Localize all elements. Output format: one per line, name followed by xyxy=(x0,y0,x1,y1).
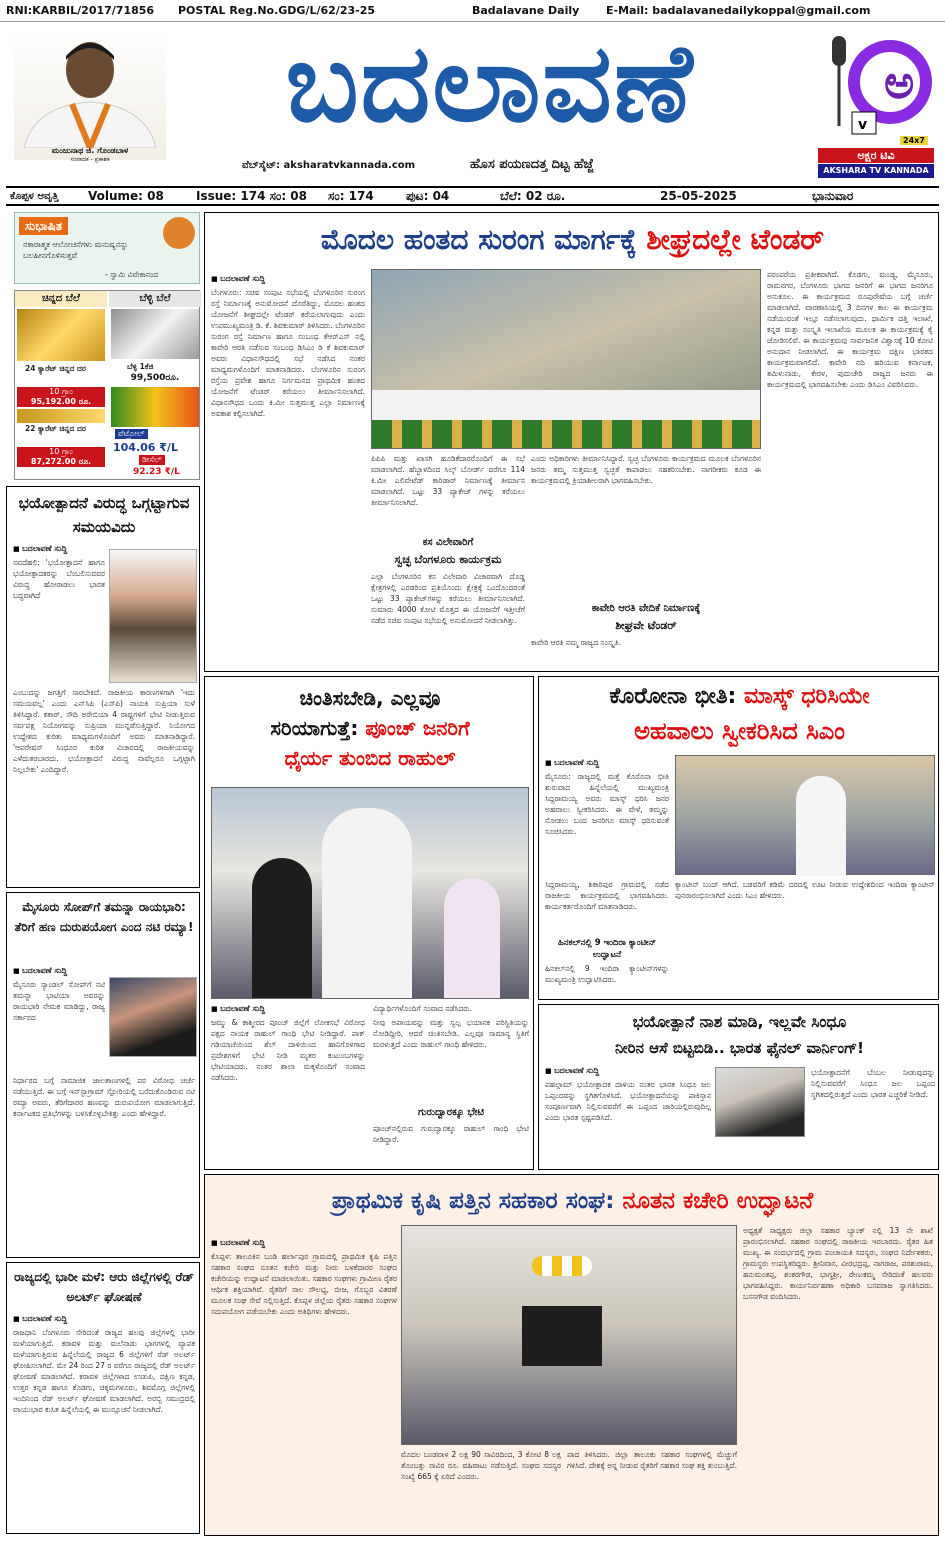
editor-portrait-icon xyxy=(14,28,166,148)
terror-story xyxy=(538,1004,939,1170)
tagline: ಹೊಸ ಪಯಣದತ್ತ ದಿಟ್ಟ ಹೆಜ್ಜೆ xyxy=(470,157,594,172)
subhashita-heading: ಸುಭಾಷಿತ xyxy=(19,217,68,235)
krishi-headline-blue: ಪ್ರಾಥಮಿಕ ಕೃಷಿ ಪತ್ತಿನ ಸಹಕಾರ ಸಂಘ: xyxy=(331,1188,615,1214)
lead-col3b: ಕಾವೇರಿ ಆರತಿ ನಮ್ಮ ರಾಜ್ಯದ ಸಂಸ್ಕೃತಿ. xyxy=(531,638,621,647)
issue-bar xyxy=(6,186,939,206)
left-story3-byline: ■ ಬದಲಾವಣೆ ಸುದ್ದಿ xyxy=(13,1313,67,1325)
terror-photo xyxy=(715,1067,805,1137)
lead-col2: ಪಿಪಿಪಿ ಮತ್ತು ಖಾಸಗಿ ಹೂಡಿಕೆದಾರರೊಂದಿಗೆ ಈ ಸಭೆ ಮಾಡಲಾಗಿದೆ. ಹೆಬ್ಬಾಳದಿಂದ ಸಿಲ್ಕ್ ಬೋರ್ಡ್ ವರೆಗೂ 114 ಕಿ.ಮೀ ಎಲಿವೇಟೆಡ್ ಕಾರಿಡಾರ್ ನಿರ್ಮಾಣಕ್ಕೆ ತೀರ್ಮಾನ ಮಾಡಲಾಗಿದೆ. ಒಟ್ಟು 33 ಪ್ಯಾಕೇಜ್ ಗಳನ್ನು ಕರೆಯಲು ತೀರ್ಮಾನಿಸಲಾಗಿದೆ. xyxy=(371,454,525,507)
flower-pots xyxy=(372,420,760,448)
lead-sub2: ಕಾವೇರಿ ಆರತಿ ವೇದಿಕೆ ನಿರ್ಮಾಣಕ್ಕೆ xyxy=(591,603,701,614)
lead-sub2b: ಶೀಘ್ರವೇ ಟೆಂಡರ್ xyxy=(615,619,677,632)
rahul-caption-right: ವಿದ್ಯಾರ್ಥಿಗಳೊಂದಿಗೆ ಸಂವಾದ ನಡೆಸಿದರು. xyxy=(373,1004,473,1013)
paper-name-en: Badalavane Daily xyxy=(472,4,580,17)
microphone-icon xyxy=(818,26,934,136)
corona-sub: ಹಿನಕಲ್‌ನಲ್ಲಿ 9 ಇಂದಿರಾ ಕ್ಯಾಂಟೀನ್ ಉದ್ಘಾಟನೆ xyxy=(557,938,657,960)
rahul-headline-line2b: ಪೂಂಚ್ ಜನರಿಗೆ xyxy=(365,716,470,740)
corona-story xyxy=(538,676,939,1000)
rahul-story xyxy=(204,676,534,1170)
silver-qty: ಬೆಳ್ಳಿ 1ಕೆಜಿ xyxy=(127,362,154,371)
krishi-photo xyxy=(401,1225,737,1445)
balloons xyxy=(532,1256,592,1276)
silver-price: 99,500ರೂ. xyxy=(130,373,180,383)
corona-headline-line1 xyxy=(543,681,936,713)
issue-date: 25-05-2025 xyxy=(660,189,737,203)
subhashita-author: - ಸ್ವಾಮಿ ವಿವೇಕಾನಂದ xyxy=(105,270,159,279)
left-story1-title: ಭಯೋತ್ಪಾದನೆ ವಿರುದ್ಧ ಒಗ್ಗಟ್ಟಾಗುವ ಸಮಯವಿದು xyxy=(18,494,190,536)
gold22-price: 87,272.00 ರೂ. xyxy=(17,457,105,467)
petrol-price: 104.06 ₹/L xyxy=(113,441,178,454)
corona-col2b: ಹಿನಕಲ್‌ನಲ್ಲಿ 9 ಇಂದಿರಾ ಕ್ಯಾಂಟೀನ್‌ಗಳನ್ನು ಮುಖ್ಯಮಂತ್ರಿ ಉದ್ಘಾಟಿಸಿದರು. xyxy=(545,964,669,984)
rni-number: RNI:KARBIL/2017/71856 xyxy=(6,4,155,17)
volume: Volume: 08 xyxy=(88,189,164,203)
tv-name-kn: ಅಕ್ಷರ ಟಿವಿ xyxy=(818,148,934,163)
left-story-tamanna xyxy=(6,892,200,1258)
gold24-qty: 10 ಗ್ರಾಂ xyxy=(17,387,105,397)
gold24-price: 95,192.00 ರೂ. xyxy=(17,397,105,407)
corona-photo xyxy=(675,755,935,875)
left-story-rain xyxy=(6,1262,200,1534)
krishi-col2: ಮೊದಲ ಬಂಡವಾಳ 2 ಲಕ್ಷ 90 ಸಾವಿರದಿಂದ, 3 ಕೋಟಿ 8 ಲಕ್ಷ ತೊಂಬತ್ತು ಸಾವಿರ ರೂ. ವಹಿವಾಟು ನಡೆಸುತ್ತಿದೆ. ಸಂಘದ ಸದಸ್ಯರ ಸಂಖ್ಯೆ 665 ಕ್ಕೆ ಏರಿದೆ ಎಂದರು. xyxy=(401,1450,561,1481)
left-story1-byline: ■ ಬದಲಾವಣೆ ಸುದ್ದಿ xyxy=(13,543,67,555)
left-story2-text-a: ಮೈಸೂರು ಸ್ಯಾಂಡಲ್ ಸೋಪ್‌ಗೆ ನಟಿ ತಮನ್ನಾ ಭಾಟಿಯಾ ಅವರನ್ನು ರಾಯಭಾರಿ ನೇಮಕ ಮಾಡಿದ್ದು, ರಾಜ್ಯ ಸರ್ಕಾರದ xyxy=(13,980,105,1022)
gold-coins-image xyxy=(17,409,105,423)
krishi-col3: ಅಧ್ಯಕ್ಷತೆ ಸಾಧ್ಯಕ್ಷರು ಜಿಲ್ಲಾ ಸಹಕಾರ ಬ್ಯಾಂಕ್ ನಲ್ಲಿ 13 ನೇ ಶಾಖೆ ಪ್ರಾರಂಭಿಸಲಾಗಿದೆ. ಸಹಕಾರ ಸಂಘದಲ್ಲಿ ರಾಜಕೀಯ ಇರಬಾರದು. ರೈತರ ಹಿತ ಮುಖ್ಯ. ಈ ಸಂದರ್ಭದಲ್ಲಿ ಗ್ರಾಮ ಪಂಚಾಯತಿ ಸದಸ್ಯರು, ಸಂಘದ ನಿರ್ದೇಶಕರು, ಗ್ರಾಮಸ್ಥರು ಉಪಸ್ಥಿತರಿದ್ದರು. ಶ್ರೀನಿವಾಸ, ವೀರಭದ್ರಪ್ಪ, ನಾಗರಾಜ, ಪರಶುರಾಮ, ಹನುಮಂತಪ್ಪ, ಶಂಕರಗೌಡ, ಭಾಗ್ಯಶ್ರೀ, ರೇಣುಕಮ್ಮ ಸೇರಿದಂತೆ ಹಲವರು ಭಾಗವಹಿಸಿದ್ದರು. ಕಾರ್ಯನಿರ್ವಹಣಾ ಅಧಿಕಾರಿ ಬಸವರಾಜ ಸ್ವಾಗತಿಸಿದರು. ಬಸನಗೌಡ ವಂದಿಸಿದರು. xyxy=(743,1226,933,1301)
issue-number: Issue: 174 ಸಂ: 08 xyxy=(196,189,307,203)
tv-name-en: AKSHARA TV KANNADA xyxy=(818,164,934,178)
sam-number: ಸಂ: 174 xyxy=(328,189,374,203)
tv-logo xyxy=(818,26,934,182)
left-story2-byline: ■ ಬದಲಾವಣೆ ಸುದ್ದಿ xyxy=(13,965,67,977)
editor-role: ಸಂಪಾದಕ - ಪ್ರಕಾಶಕ xyxy=(70,156,110,163)
lead-byline: ■ ಬದಲಾವಣೆ ಸುದ್ದಿ xyxy=(211,273,265,285)
corona-col2: ಸಿದ್ದರಾಮಯ್ಯ, ಶಿಕಾರಿಪುರ ಗ್ರಾಮದಲ್ಲಿ ನಡೆದ ರಾಜಕೀಯ ಕಾರ್ಯಕ್ರಮದಲ್ಲಿ ಭಾಗವಹಿಸಿದರು. ಕಾರ್ಯಕರ್ತರೊಂದಿಗೆ ಮಾತನಾಡಿದರು. xyxy=(545,880,669,911)
supriya-photo xyxy=(109,549,197,683)
diesel-price: 92.23 ₹/L xyxy=(133,467,180,477)
tv-badge: 24x7 xyxy=(900,136,928,145)
silver-heading: ಬೆಳ್ಳಿ ಬೆಲೆ xyxy=(109,291,201,307)
lead-sub1b: ಸ್ವಚ್ಛ ಬೆಂಗಳೂರು ಕಾರ್ಯಕ್ರಮ xyxy=(394,553,502,566)
left-story2-text-b: ನಿರ್ಧಾರದ ಬಗ್ಗೆ ಸಾಮಾಜಿಕ ಜಾಲತಾಣಗಳಲ್ಲಿ ಪರ ವಿರೋಧ ಚರ್ಚೆ ನಡೆಯುತ್ತಿದೆ. ಈ ಬಗ್ಗೆ ಇನ್‌ಸ್ಟಾಗ್ರಾಮ್ ಸ್ಟೋರಿಯಲ್ಲಿ ಬರೆದುಕೊಂಡಿರುವ ನಟಿ ರಮ್ಯಾ ಅವರು, ತೆರಿಗೆದಾರರ ಹಣವನ್ನು ದುರುಪಯೋಗ ಮಾಡಲಾಗುತ್ತಿದೆ. ಕರ್ನಾಟಕದ ಪ್ರತಿಭೆಗಳನ್ನು ಬಳಸಿಕೊಳ್ಳಬೇಕಿತ್ತು ಎಂದು ಹೇಳಿದ್ದಾರೆ. xyxy=(13,1076,195,1118)
diesel-label: ಡೀಸೆಲ್ xyxy=(139,455,165,465)
silver-bars-image xyxy=(111,309,199,359)
corona-byline: ■ ಬದಲಾವಣೆ ಸುದ್ದಿ xyxy=(545,757,599,769)
rahul-headline-line2 xyxy=(209,713,531,743)
lead-col1: ಬೆಂಗಳೂರು: ಸಚಿವ ಸಂಪುಟ ಸಭೆಯಲ್ಲಿ ಬೆಂಗಳೂರಿನ ಸುರಂಗ ರಸ್ತೆ ನಿರ್ಮಾಣಕ್ಕೆ ಅನುಮೋದನೆ ದೊರೆತಿದ್ದು, ಮೊದಲ ಹಂತದ ಯೋಜನೆಗೆ ಶೀಘ್ರದಲ್ಲೇ ಟೆಂಡರ್ ಕರೆಯಲಾಗುವುದು ಎಂದು ಉಪಮುಖ್ಯಮಂತ್ರಿ ಡಿ. ಕೆ. ಶಿವಕುಮಾರ್ ತಿಳಿಸಿದರು. ಬೆಂಗಳೂರಿನ ಸುರಂಗ ರಸ್ತೆ ನಿರ್ಮಾಣ ಹಾಗೂ ಸಂಬಂಧ ಕೆಆರ್‌ಎಸ್ ನಲ್ಲಿ ಕಾವೇರಿ ಆರತಿ ನಡೆಸುವ ಸಂಬಂಧ ಡಿಸಿಎಂ ಡಿ ಕೆ ಶಿವಕುಮಾರ್ ಅವರು ವಿಧಾನಸೌಧದಲ್ಲಿ ಸಭೆ ನಡೆಸಿದ ನಂತರ ಮಾಧ್ಯಮಗಳೊಂದಿಗೆ ಮಾತನಾಡಿದರು. ಬೆಂಗಳೂರಿನ ಸುರಂಗ ರಸ್ತೆಯ ಪ್ರವೇಶ ಹಾಗೂ ನಿರ್ಗಮನದ ಪ್ರಾಥಮಿಕ ಹಂತದ ಯೋಜನೆಗೆ ಟೆಂಡರ್ ಕರೆಯಲು ತೀರ್ಮಾನಿಸಲಾಗಿದೆ. ವಿಧಾನಸೌಧದ ಒಂದು ಕಿ.ಮೀ ಸುತ್ತಮುತ್ತ ಎಲ್ಲಾ ನಿರ್ಮಾಣಕ್ಕೆ ಅವಕಾಶ ಕಲ್ಪಿಸಲಾಗಿದೆ. xyxy=(211,288,365,418)
corona-headline-line1a: ಕೊರೋನಾ ಭೀತಿ: xyxy=(609,684,737,709)
issue-day: ಭಾನುವಾರ xyxy=(812,189,854,203)
fuel-image xyxy=(111,387,199,427)
left-story3-title: ರಾಜ್ಯದಲ್ಲಿ ಭಾರೀ ಮಳೆ: ಆರು ಜಿಲ್ಲೆಗಳಲ್ಲಿ ರೆಡ್ ಅಲರ್ಟ್ ಘೋಷಣೆ xyxy=(14,1270,194,1304)
ramya-photo xyxy=(109,977,197,1057)
corona-col3: ಕ್ಯಾಂಟೀನ್ ಬಂದ್ ಆಗಿದೆ. ಬಡವರಿಗೆ ಕಡಿಮೆ ದರದಲ್ಲಿ ಊಟ ನೀಡುವ ಉದ್ದೇಶದಿಂದ ಇಂದಿರಾ ಕ್ಯಾಂಟೀನ್ ಪುನರಾರಂಭಿಸಲಾಗಿದೆ ಎಂದು ಸಿಎಂ ಹೇಳಿದರು. xyxy=(675,880,935,900)
editor-name: ಮಂಜುನಾಥ ಜಿ. ಗೊಂಡಬಾಳ xyxy=(51,146,129,155)
krishi-story xyxy=(204,1174,939,1536)
gold-heading: ಚಿನ್ನದ ಬೆಲೆ xyxy=(15,291,107,307)
krishi-col1: ಕೊಪ್ಪಳ: ತಾಲೂಕಿನ ಬಂಡಿ ಹರ್ಲಾಪುರ ಗ್ರಾಮದಲ್ಲಿ ಪ್ರಾಥಮಿಕ ಕೃಷಿ ಪತ್ತಿನ ಸಹಕಾರ ಸಂಘದ ನೂತನ ಕಚೇರಿ ಮತ್ತು ನೀರು ಬಳಕೆದಾರರ ಸಂಘದ ಕಚೇರಿಯನ್ನು ಉದ್ಘಾಟನೆ ಮಾಡಲಾಯಿತು. ಸಹಕಾರ ಸಂಘಗಳು ಗ್ರಾಮೀಣ ರೈತರ ಆರ್ಥಿಕ ಶಕ್ತಿಯಾಗಿವೆ. ರೈತರಿಗೆ ಸಾಲ ಸೌಲಭ್ಯ, ಬೀಜ, ಗೊಬ್ಬರ ವಿತರಣೆ ಮೂಲಕ ಸಂಘ ಸೇವೆ ಸಲ್ಲಿಸುತ್ತಿದೆ. ಕೊಪ್ಪಳ ಜಿಲ್ಲೆಯ ರೈತರು ಸಹಕಾರ ಸಂಘಗಳ ಸದುಪಯೋಗ ಪಡೆಯಬೇಕು ಎಂದು ಅತಿಥಿಗಳು ಹೇಳಿದರು. xyxy=(211,1252,397,1316)
lead-headline-blue: ಮೊದಲ ಹಂತದ ಸುರಂಗ ಮಾರ್ಗಕ್ಕೆ xyxy=(320,223,637,256)
gold22-label: 22 ಕ್ಯಾರೆಟ್ ಚಿನ್ನದ ದರ xyxy=(25,424,86,433)
rahul-figure xyxy=(322,808,412,998)
terror-headline-line1: ಭಯೋತ್ಪಾನೆ ನಾಶ ಮಾಡಿ, ಇಲ್ಲವೇ ಸಿಂಧೂ xyxy=(632,1013,847,1031)
lead-sub1: ಕಸ ವಿಲೇವಾರಿಗೆ xyxy=(422,537,474,548)
lead-headline xyxy=(209,217,936,263)
gold24-label: 24 ಕ್ಯಾರೆಟ್ ಚಿನ್ನದ ದರ xyxy=(25,364,86,373)
edition-place: ಕೊಪ್ಪಳ ಆವೃತ್ತಿ xyxy=(10,191,59,202)
gold22-qty: 10 ಗ್ರಾಂ xyxy=(17,447,105,457)
krishi-byline: ■ ಬದಲಾವಣೆ ಸುದ್ದಿ xyxy=(211,1237,265,1249)
lead-col4: ಪರಂಪರೆಯ ಪ್ರತೀಕವಾಗಿದೆ. ಕೊಡಗು, ಮಂಡ್ಯ, ಮೈಸೂರು, ರಾಮನಗರ, ಬೆಂಗಳೂರು ಭಾಗದ ಜನರಿಗೆ ಈ ಭಾಗದ ಜನರಿಗೂ ಅನುಕೂಲ. ಈ ಕಾರ್ಯಕ್ರಮದ ರೂಪುರೇಷೆಯ ಬಗ್ಗೆ ಚರ್ಚೆ ಮಾಡಲಾಗಿದೆ. ವಾರಣಾಸಿಯಲ್ಲಿ 3 ದಿನಗಳ ಕಾಲ ಈ ಕಾರ್ಯಕ್ರಮ ನಡೆಯುವಂತೆ ಇಲ್ಲೂ ನಡೆಸಲಾಗುವುದು. ಧಾರ್ಮಿಕ ದತ್ತಿ ಇಲಾಖೆ, ಕನ್ನಡ ಮತ್ತು ಸಂಸ್ಕೃತಿ ಇಲಾಖೆಯ ಮೂಲಕ ಈ ಕಾರ್ಯಕ್ರಮಕ್ಕೆ ಕೈ ಜೋಡಿಸಲಿವೆ. ಈ ಕಾರ್ಯಕ್ರಮವು ಸಾರ್ವಜನಿಕ ವಿಶ್ವಾಸಕ್ಕೆ 10 ಕೋಟಿ ಅನುದಾನ ನೀಡಲಾಗಿದೆ. ಈ ಕಾರ್ಯಕ್ರಮ ದಕ್ಷಿಣ ಭಾರತದ ಕಾರ್ಯಕ್ರಮವಾಗಲಿದೆ. ಕಾವೇರಿ ನದಿ ಹರಿಯುವ ಕರ್ನಾಟಕ, ತಮಿಳುನಾಡು, ಕೇರಳ, ಪುದುಚೇರಿ ರಾಜ್ಯದ ಜನರು ಈ ಕಾರ್ಯಕ್ರಮದಲ್ಲಿ ಭಾಗವಹಿಸಬೇಕು ಎಂದು ಡಿಸಿಎಂ ವಿವರಿಸಿದರು. xyxy=(767,270,933,389)
website: ವೆಬ್‌ಸೈಟ್: aksharatvkannada.com xyxy=(242,160,416,171)
svg-text:ಅ: ಅ xyxy=(884,55,915,109)
terror-col1: ಪಹಲ್ಗಾಮ್ ಭಯೋತ್ಪಾದಕ ದಾಳಿಯ ನಂತರ ಭಾರತ ಸಿಂಧೂ ಜಲ ಒಪ್ಪಂದವನ್ನು ಸ್ಥಗಿತಗೊಳಿಸಿದೆ. ಭಯೋತ್ಪಾದನೆಯನ್ನು ಪಾಕಿಸ್ತಾನ ಸಂಪೂರ್ಣವಾಗಿ ನಿಲ್ಲಿಸುವವರೆಗೆ ಈ ಒಪ್ಪಂದ ಜಾರಿಯಲ್ಲಿರುವುದಿಲ್ಲ ಎಂದು ಭಾರತ ಸ್ಪಷ್ಟಪಡಿಸಿದೆ. xyxy=(545,1080,711,1122)
rates-box xyxy=(14,290,200,480)
editor-photo xyxy=(14,28,166,163)
lead-photo-meeting xyxy=(371,269,761,449)
corona-headline-line1b: ಮಾಸ್ಕ್ ಧರಿಸಿಯೇ xyxy=(744,684,870,709)
subhashita-text: ನಕಾರಾತ್ಮಕ ಆಲೋಚನೆಗಳು ಮನುಷ್ಯನನ್ನು ಬಲಹೀನಗೊಳಿಸುತ್ತವೆ xyxy=(23,240,129,260)
rahul-photo xyxy=(211,787,529,999)
krishi-headline xyxy=(209,1179,936,1223)
rahul-col1: ಜಮ್ಮು & ಕಾಶ್ಮೀರದ ಪೂಂಚ್ ಜಿಲ್ಲೆಗೆ ಲೋಕಸಭೆ ವಿರೋಧ ಪಕ್ಷದ ನಾಯಕ ರಾಹುಲ್ ಗಾಂಧಿ ಭೇಟಿ ನೀಡಿದ್ದಾರೆ. ಪಾಕ್ ಗಡಿಯಾಚೆಯಿಂದ ಶೆಲ್ ದಾಳಿಯಿಂದ ಹಾನಿಗೊಳಗಾದ ಪ್ರದೇಶಗಳಿಗೆ ಭೇಟಿ ನೀಡಿ ಮೃತರ ಕುಟುಂಬಗಳನ್ನು ಭೇಟಿಯಾದರು. ನಂತರ ಶಾಲಾ ಮಕ್ಕಳೊಂದಿಗೆ ಸಂವಾದ ನಡೆಸಿದರು. xyxy=(211,1018,365,1082)
corona-col1: ಮೈಸೂರು: ರಾಜ್ಯದಲ್ಲಿ ಮತ್ತೆ ಕೊರೊನಾ ಭೀತಿ ಶುರುವಾದ ಹಿನ್ನೆಲೆಯಲ್ಲಿ ಮುಖ್ಯಮಂತ್ರಿ ಸಿದ್ದರಾಮಯ್ಯ ಅವರು ಮಾಸ್ಕ್ ಧರಿಸಿ ಜನರ ಅಹವಾಲು ಸ್ವೀಕರಿಸಿದರು. ಈ ವೇಳೆ, ತಮ್ಮನ್ನು ನೋಡಲು ಬಂದ ಜನರಿಗೂ ಮಾಸ್ಕ್ ಧರಿಸುವಂತೆ ಸೂಚಿಸಿದರು. xyxy=(545,772,669,836)
rahul-col2: ನೀವು ಅಪಾಯವನ್ನು ಮತ್ತು ಸ್ವಲ್ಪ ಭಯಾನಕ ಪರಿಸ್ಥಿತಿಯನ್ನು ನೋಡಿದ್ದೀರಿ, ಆದರೆ ಚಿಂತಿಸಬೇಡಿ. ಎಲ್ಲವೂ ಸಾಮಾನ್ಯ ಸ್ಥಿತಿಗೆ ಮರಳುತ್ತದೆ ಎಂದು ರಾಹುಲ್ ಗಾಂಧಿ ಹೇಳಿದರು. xyxy=(373,1018,529,1049)
svg-text:v: v xyxy=(858,117,868,133)
rahul-headline-line2a: ಸರಿಯಾಗುತ್ತೆ: xyxy=(270,716,359,740)
postal-reg: POSTAL Reg.No.GDG/L/62/23-25 xyxy=(178,4,376,17)
subhashita-box xyxy=(14,212,200,284)
rahul-col2b: ಪೂಂಚ್‌ನಲ್ಲಿರುವ ಗುರುದ್ವಾರಕ್ಕೂ ರಾಹುಲ್ ಗಾಂಧಿ ಭೇಟಿ ನೀಡಿದ್ದಾರೆ. xyxy=(373,1124,529,1144)
lead-story xyxy=(204,212,939,672)
cm-figure xyxy=(796,776,846,876)
lead-col2b: ಎಲ್ಲಾ ಬೆಂಗಳೂರಿನ ಕಸ ವಿಲೇವಾರಿ ವಿಚಾರವಾಗಿ ದೊಡ್ಡ ಕ್ಷೇತ್ರಗಳಲ್ಲಿ ಎರಡರಿಂದ ಪ್ರತಿಯೊಂದು ಕ್ಷೇತ್ರಕ್ಕೆ ಒಂದೊಂದರಂತೆ ಒಟ್ಟು 33 ಪ್ಯಾಕೇಜ್‌ಗಳನ್ನು ಕರೆಯಲು ತೀರ್ಮಾನಿಸಲಾಗಿದೆ. ಸುಮಾರು 4000 ಕೋಟಿ ಮೊತ್ತದ ಈ ಯೋಜನೆಗೆ ಇತ್ತೀಚೆಗೆ ನಡೆದ ಸಚಿವ ಸಂಪುಟ ಸಭೆಯಲ್ಲಿ ಅನುಮೋದನೆ ನೀಡಲಾಗಿತ್ತು. xyxy=(371,572,525,625)
lead-headline-red: ಶೀಘ್ರದಲ್ಲೇ ಟೆಂಡರ್ xyxy=(646,223,825,256)
price: ಬೆಲೆ: 02 ರೂ. xyxy=(500,189,566,203)
gold-bars-image xyxy=(17,309,105,361)
petrol-label: ಪೆಟ್ರೋಲ್ xyxy=(115,429,148,439)
inauguration-plaque xyxy=(522,1306,602,1366)
girl-figure xyxy=(252,858,312,998)
left-story-terror xyxy=(6,486,200,888)
newspaper-title: ಬದಲಾವಣೆ xyxy=(285,21,695,146)
vivekananda-avatar xyxy=(163,217,195,249)
rahul-byline: ■ ಬದಲಾವಣೆ ಸುದ್ದಿ xyxy=(211,1003,265,1015)
left-story2-title: ಮೈಸೂರು ಸೋಪ್‌ಗೆ ತಮನ್ನಾ ರಾಯಭಾರಿ: ತೆರಿಗೆ ಹಣ ದುರುಪಯೋಗ ಎಂದ ನಟಿ ರಮ್ಯಾ! xyxy=(14,900,194,934)
boy-figure xyxy=(444,878,500,998)
krishi-headline-red: ನೂತನ ಕಚೇರಿ ಉದ್ಘಾಟನೆ xyxy=(622,1188,814,1214)
terror-byline: ■ ಬದಲಾವಣೆ ಸುದ್ದಿ xyxy=(545,1065,599,1077)
rahul-headline-line3: ಧೈರ್ಯ ತುಂಬಿದ ರಾಹುಲ್ xyxy=(284,746,456,770)
terror-col2: ಭಯೋತ್ಪಾದನೆಗೆ ಬೆಂಬಲ ನೀಡುವುದನ್ನು ನಿಲ್ಲಿಸುವವರೆಗೆ ಸಿಂಧೂ ಜಲ ಒಪ್ಪಂದ ಸ್ಥಗಿತದಲ್ಲಿರುತ್ತದೆ ಎಂದು ಭಾರತ ಎಚ್ಚರಿಕೆ ನೀಡಿದೆ. xyxy=(811,1068,935,1099)
rahul-headline-line1: ಚಿಂತಿಸಬೇಡಿ, ಎಲ್ಲವೂ xyxy=(299,686,441,710)
terror-headline-line2: ನೀರಿನ ಆಸೆ ಬಿಟ್ಟಬಿಡಿ.. ಭಾರತ ಫೈನಲ್ ವಾರ್ನಿಂಗ್! xyxy=(615,1039,864,1057)
left-story1-text-b: ಎಂಬುದನ್ನು ಜಗತ್ತಿಗೆ ಸಾರಬೇಕಿದೆ. ರಾಜಕೀಯ ಕಾರಣಗಳಿಗಾಗಿ 'ಇದು ಸಮಯವಲ್ಲ' ಎಂದು ಎನ್‌ಸಿಪಿ (ಎಸ್‌ಪಿ) ನಾಯಕಿ ಸುಪ್ರಿಯಾ ಸುಳೆ ತಿಳಿಸಿದ್ದಾರೆ. ಕತಾರ್, ಸೌದಿ ಅರೇಬಿಯಾ 4 ರಾಷ್ಟ್ರಗಳಿಗೆ ಭೇಟಿ ನೀಡುತ್ತಿರುವ ಸರ್ವಪಕ್ಷ ನಿಯೋಗವನ್ನು ಸುಪ್ರಿಯಾ ಮುನ್ನಡೆಸುತ್ತಿದ್ದಾರೆ. ನಿಯೋಗದ ಉದ್ದೇಶದ ಕುರಿತು ಮಾಧ್ಯಮಗಳೊಂದಿಗೆ ಅವರು ಮಾತನಾಡಿದ್ದಾರೆ. 'ಆಪರೇಷನ್ ಸಿಂಧೂರ ಕುರಿತ ವಿಚಾರದಲ್ಲಿ ರಾಜಕೀಯವನ್ನು ಎಳೆದುತರಬಾರದು. ಭಯೋತ್ಪಾದನೆ ವಿರುದ್ಧ ನಾವೆಲ್ಲರೂ ಒಗ್ಗಟ್ಟಾಗಿ ನಿಲ್ಲಬೇಕು' ಎಂದಿದ್ದಾರೆ. xyxy=(13,688,195,774)
corona-headline-line2: ಅಹವಾಲು ಸ್ವೀಕರಿಸಿದ ಸಿಎಂ xyxy=(634,717,845,745)
lead-col3: ಎಂದು ಅಧಿಕಾರಿಗಳು ತೀರ್ಮಾನಿಸಿದ್ದಾರೆ. ಸ್ವಚ್ಛ ಬೆಂಗಳೂರು ಕಾರ್ಯಕ್ರಮದ ಮೂಲಕ ಬೆಂಗಳೂರಿನ ಜನರು ತಮ್ಮ ಸುತ್ತಮುತ್ತ ಸ್ವಚ್ಛತೆ ಕಾಪಾಡಲು ಸಹಕರಿಸಬೇಕು. ನಾಗರೀಕರು ಕೂಡ ಈ ಕಾರ್ಯಕ್ರಮದಲ್ಲಿ ಕ್ರಿಯಾಶೀಲರಾಗಿ ಭಾಗವಹಿಸಬೇಕು. xyxy=(531,454,761,485)
left-story3-text: ರಾಜಧಾನಿ ಬೆಂಗಳೂರು ಸೇರಿದಂತೆ ರಾಜ್ಯದ ಹಲವು ಜಿಲ್ಲೆಗಳಲ್ಲಿ ಭಾರೀ ಮಳೆಯಾಗುತ್ತಿದೆ. ಕರಾವಳಿ ಮತ್ತು ಮಲೆನಾಡು ಭಾಗಗಳಲ್ಲಿ ವ್ಯಾಪಕ ಮಳೆಯಾಗುತ್ತಿರುವ ಹಿನ್ನೆಲೆಯಲ್ಲಿ ರಾಜ್ಯದ 6 ಜಿಲ್ಲೆಗಳಿಗೆ ರೆಡ್ ಅಲರ್ಟ್ ಘೋಷಿಸಲಾಗಿದೆ. ಮೇ 24 ರಿಂದ 27 ರ ವರೆಗೂ ರಾಜ್ಯದಲ್ಲಿ ರೆಡ್ ಅಲರ್ಟ್ ಘೋಷಣೆ ಮಾಡಲಾಗಿದೆ. ಕರಾವಳಿ ಜಿಲ್ಲೆಗಳಾದ ಉಡುಪಿ, ದಕ್ಷಿಣ ಕನ್ನಡ, ಉತ್ತರ ಕನ್ನಡ ಹಾಗೂ ಕೊಡಗು, ಚಿಕ್ಕಮಗಳೂರು, ಶಿವಮೊಗ್ಗ ಜಿಲ್ಲೆಗಳಲ್ಲಿ ಇಂದಿನಿಂದ ರೆಡ್ ಅಲರ್ಟ್ ಘೋಷಣೆ ಮಾಡಲಾಗಿದೆ. ಅರಬ್ಬಿ ಸಮುದ್ರದಲ್ಲಿ ವಾಯುಭಾರ ಕುಸಿತ ಹಿನ್ನೆಲೆಯಲ್ಲಿ ಈ ಮುನ್ಸೂಚನೆ ನೀಡಲಾಗಿದೆ. xyxy=(13,1328,195,1414)
rahul-sub: ಗುರುದ್ವಾರಕ್ಕೂ ಭೇಟಿ xyxy=(417,1107,485,1118)
email: E-Mail: badalavanedailykoppal@gmail.com xyxy=(606,4,871,17)
left-story1-text-a: ನವದೆಹಲಿ: 'ಭಯೋತ್ಪಾದನೆ ಹಾಗೂ ಭಯೋತ್ಪಾದಕರನ್ನು ಬೆಂಬಲಿಸುವವರ ವಿರುದ್ಧ ಹೋರಾಡಲು ಭಾರತ ಬದ್ಧವಾಗಿದೆ xyxy=(13,558,105,600)
page-count: ಪುಟ: 04 xyxy=(406,189,450,203)
krishi-col2b: ಪಾದ ತಿಳಿಸಿದರು. ಜಿಲ್ಲಾ ತಾಲೂಕು ಸಹಕಾರ ಸಂಘಗಳಲ್ಲಿ ಮೆಚ್ಚುಗೆ ಗಳಿಸಿದೆ. ದೇಶಕ್ಕೆ ಅನ್ನ ನೀಡುವ ರೈತರಿಗೆ ಸಹಕಾರ ಸಂಘ ಶಕ್ತಿ ತುಂಬುತ್ತಿದೆ. xyxy=(567,1450,737,1470)
